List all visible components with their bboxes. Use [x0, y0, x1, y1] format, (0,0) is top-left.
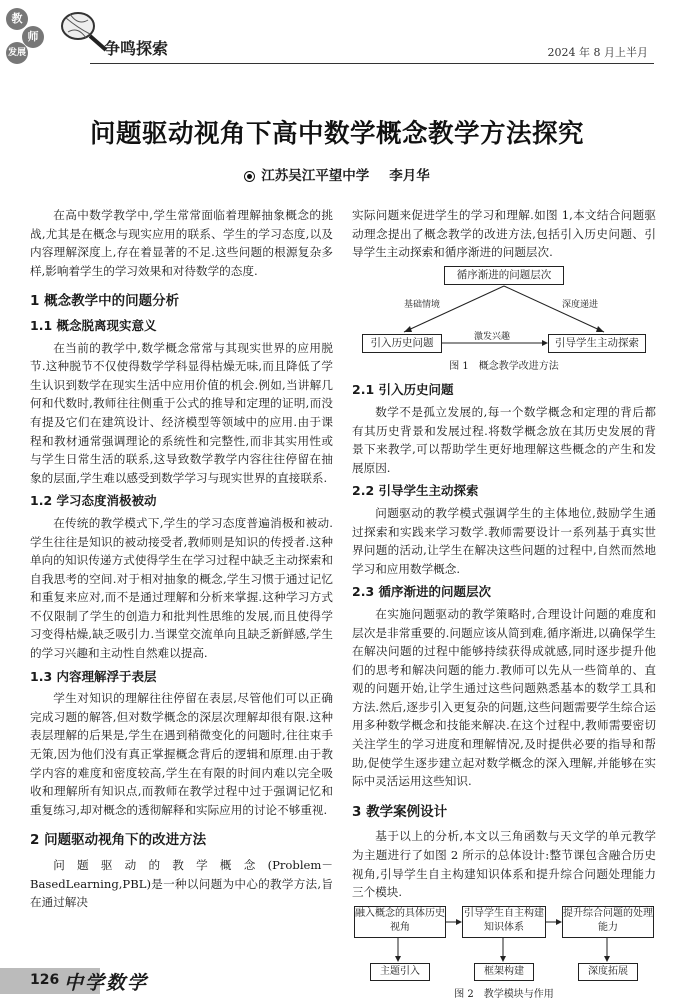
- subsection-heading: 2.3 循序渐进的问题层次: [352, 584, 491, 600]
- logo-char-1: 教: [6, 8, 28, 30]
- header-rule: [90, 63, 654, 64]
- byline: [0, 164, 674, 184]
- author-name: 李月华: [389, 168, 430, 184]
- author-school: 江苏吴江平望中学: [261, 168, 370, 184]
- subsection-heading: 2.2 引导学生主动探索: [352, 483, 479, 499]
- body-paragraph: 问题驱动的教学模式强调学生的主体地位,鼓励学生通过探索和实践来学习数学.教师需要设计一系列基于真实世界问题的活动,让学生在解决这些问题的过程中,自然而然地学习和应用数学概念.: [352, 505, 656, 576]
- figure-2-box-2: 引导学生自主构建知识体系: [462, 906, 546, 938]
- bullet-icon: [244, 171, 255, 182]
- body-paragraph: 数学不是孤立发展的,每一个数学概念和定理的背后都有其历史背景和发展过程.将数学概念放在其历史发展的背景下来教学,可以帮助学生更好地理解这些概念的产生和发展原因.: [352, 404, 656, 475]
- figure-2-diagram: [352, 906, 656, 984]
- subsection-heading: 1.2 学习态度消极被动: [30, 493, 157, 509]
- article-title: 问题驱动视角下高中数学概念教学方法探究: [89, 119, 584, 149]
- body-paragraph: 在当前的教学中,数学概念常常与其现实世界的应用脱节.这种脱节不仅使得数学学科显得枯燥无味,而且降低了学生认识到数学在现实生活中应用价值的机会.例如,当讲解几何和代数时,教师往往侧重于公式的推导和定理的证明,而没有提及它们在建筑设计、经济模型等领域中的应用.由于课程和教材通常强调理论的系统性和完整性,而非其实用性或与学生日常生活的联系,这导致数学教学内容往往停留在抽象的层面,学生难以感受到数学学习与现实世界的直接联系.: [30, 340, 333, 485]
- figure-1-right-box: 引导学生主动探索: [548, 334, 646, 353]
- journal-name: 中学数学: [64, 972, 149, 994]
- figure-1-label: 基础情境: [404, 299, 441, 310]
- subsection-heading: 2.1 引入历史问题: [352, 382, 454, 398]
- body-paragraph: 在传统的教学模式下,学生的学习态度普遍消极和被动.学生往往是知识的被动接受者,教师则是知识的传授者.这种单向的知识传递方式使得学生在学习过程中缺乏主动探索和自我思考的空间.对于相对抽象的概念,学生习惯于通过记忆和重复来应对,而不是通过理解和分析来掌握.这种学习方式不仅限制了学生的创造力和批判性思维的发展,而且使得学习变得枯燥,缺乏吸引力.当课堂交流单向且缺乏新鲜感,学生的学习兴趣和主动性自然难以提高.: [30, 515, 333, 661]
- figure-1-top-box: 循序渐进的问题层次: [444, 266, 564, 285]
- logo-char-2: 师: [22, 26, 44, 48]
- page-header: [0, 0, 674, 72]
- body-paragraph: 问题驱动的教学概念(Problem－BasedLearning,PBL)是一种以问题为中心的教学方法,旨在通过解决: [30, 858, 333, 910]
- page-number: 126: [30, 972, 60, 988]
- figure-2-sub-1: 主题引入: [370, 963, 430, 981]
- figure-2-box-3: 提升综合问题的处理能力: [562, 906, 654, 938]
- figure-2-sub-2: 框架构建: [474, 963, 534, 981]
- issue-date: 2024 年 8 月上半月: [547, 46, 648, 59]
- column-section-name: 争鸣探索: [104, 39, 169, 58]
- body-paragraph: 学生对知识的理解往往停留在表层,尽管他们可以正确完成习题的解答,但对数学概念的深层次理解却很有限.这种表层理解的后果是,学生在遇到稍微变化的问题时,往往束手无策,因为他们没有真正掌握概念背后的逻辑和原理.由于教学内容的难度和密度较高,学生在有限的时间内难以完全吸收和理解所有知识点,而教师在教学过程中过于强调记忆和重复练习,却对概念的透彻解释和实际应用的讨论不够重视.: [30, 691, 333, 817]
- intro-paragraph: 在高中数学教学中,学生常常面临着理解抽象概念的挑战,尤其是在概念与现实应用的联系、学生的学习态度,以及内容理解深度上,存在着显著的不足.这些问题的根源复杂多样,影响着学生的学习效果和对待数学的态度.: [30, 208, 333, 278]
- figure-1-label: 深度递进: [562, 299, 599, 310]
- figure-1-caption: 图 1 概念教学改进方法: [449, 360, 559, 372]
- section-heading: 3 教学案例设计: [352, 803, 448, 820]
- figure-2-box-1: 融入概念的具体历史视角: [354, 906, 446, 938]
- body-paragraph: 实际问题来促进学生的学习和理解.如图 1,本文结合问题驱动理念提出了概念教学的改进方法,包括引入历史问题、引导学生主动探索和循序渐进的问题层次.: [352, 208, 656, 260]
- subsection-heading: 1.3 内容理解浮于表层: [30, 668, 157, 684]
- figure-1-left-box: 引入历史问题: [362, 334, 442, 353]
- body-paragraph: 基于以上的分析,本文以三角函数与天文学的单元教学为主题进行了如图 2 所示的总体设计:整节课包含融合历史视角,引导学生自主构建知识体系和提升综合问题处理能力三个模块.: [352, 829, 656, 900]
- figure-2-sub-3: 深度拓展: [578, 963, 638, 981]
- figure-1-diagram: [352, 264, 656, 356]
- figure-1-label: 激发兴趣: [474, 331, 511, 342]
- subsection-heading: 1.1 概念脱离现实意义: [30, 317, 157, 333]
- section-heading: 1 概念教学中的问题分析: [30, 293, 180, 310]
- left-column: [30, 206, 333, 912]
- logo-char-3: 发展: [6, 42, 28, 64]
- section-heading: 2 问题驱动视角下的改进方法: [30, 832, 207, 849]
- body-paragraph: 在实施问题驱动的教学策略时,合理设计问题的难度和层次是非常重要的.问题应该从简到难,循序渐进,以确保学生在解决问题的过程中能够持续获得成就感,同时逐步提升他们的思考和解决问题的能力.教师可以先从一些简单的、直观的问题开始,让学生通过这些问题熟悉基本的数学工具和方法.然后,逐步引入更复杂的问题,这些问题需要学生综合运用多种数学概念和技能来解决.在这个过程中,教师需要密切关注学生的学习进度和理解情况,及时提供必要的指导和帮助,促使学生逐步建立起对数学概念的深入理解,并能够在实际中灵活运用这些知识.: [352, 606, 656, 789]
- figure-2-caption: 图 2 教学模块与作用: [454, 988, 554, 1000]
- right-column: [352, 206, 656, 1008]
